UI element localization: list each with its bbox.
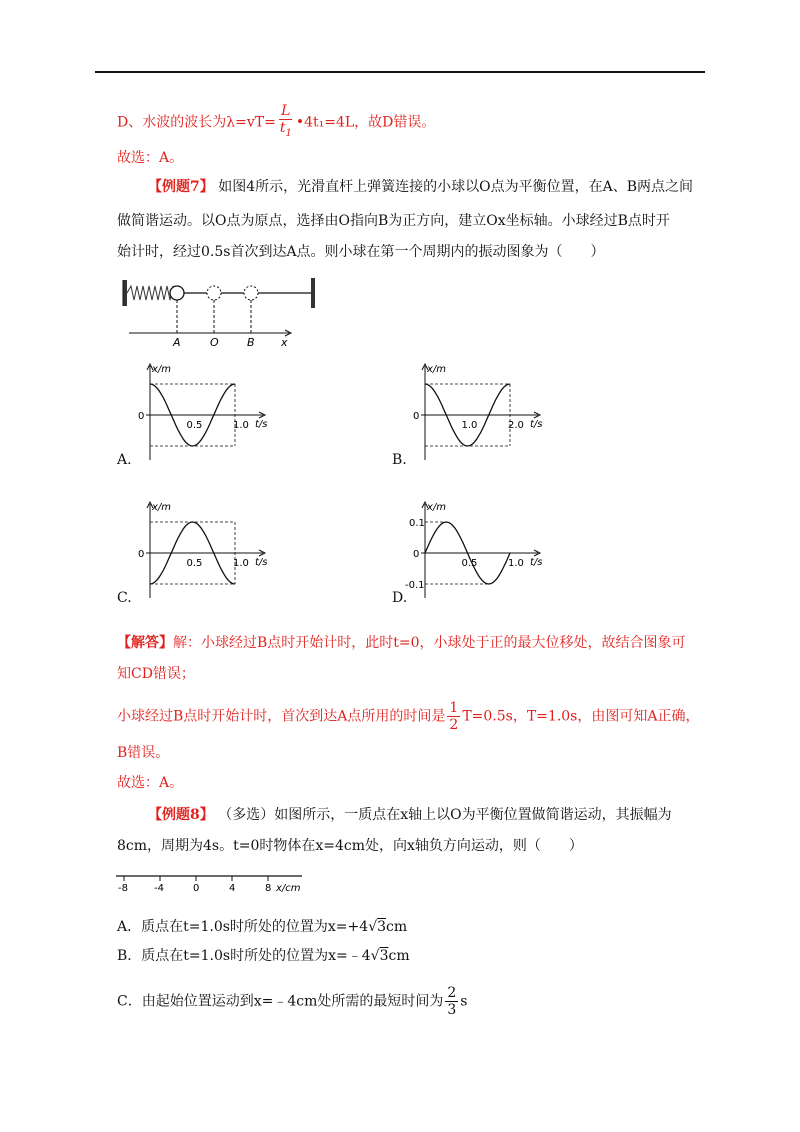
option-c-text: C．由起始位置运动到x=﹣4cm处所需的最短时间为 bbox=[117, 993, 444, 1010]
option-b-unit: cm bbox=[388, 948, 410, 964]
origin-label: 0 bbox=[413, 411, 420, 422]
spring bbox=[127, 286, 175, 300]
x-axis-label: t/s bbox=[530, 557, 543, 568]
example7-tag: 【例题7】 bbox=[148, 179, 214, 195]
ball-position-b bbox=[244, 286, 258, 300]
spring-ball-figure bbox=[117, 275, 327, 350]
solution-text3-suffix: T=0.5s，T=1.0s，由图可知A正确， bbox=[462, 708, 700, 725]
tick-label-full: 2.0 bbox=[508, 420, 524, 431]
y-axis-label: x/m bbox=[427, 502, 447, 513]
l-over-t1-fraction bbox=[278, 103, 294, 142]
y-axis-label: x/m bbox=[152, 364, 172, 375]
solution-line3 bbox=[117, 700, 699, 733]
ball-position-o bbox=[207, 286, 221, 300]
label-o: O bbox=[210, 336, 219, 349]
example8-tag: 【例题8】 bbox=[148, 807, 214, 823]
fraction-denominator: t bbox=[279, 120, 286, 136]
x-axis-label: t/s bbox=[530, 419, 543, 430]
option-a-unit: cm bbox=[386, 919, 408, 935]
example8-line2: 8cm，周期为4s。t=0时物体在x=4cm处，向x轴负方向运动，则（ ） bbox=[117, 838, 583, 854]
option-label-d: D. bbox=[392, 590, 408, 606]
example8-option-b: B．质点在t=1.0s时所处的位置为x=﹣4√3cm bbox=[117, 948, 410, 964]
option-label-c: C. bbox=[117, 590, 132, 606]
tick-label-half: 0.5 bbox=[186, 420, 203, 431]
number-line-tick-label: -8 bbox=[118, 883, 128, 894]
graph-a bbox=[132, 360, 297, 470]
two-thirds-fraction bbox=[445, 985, 458, 1018]
tick-label-half: 0.5 bbox=[461, 558, 478, 569]
tick-label-half: 1.0 bbox=[461, 420, 478, 431]
answer-1: 故选：A。 bbox=[117, 150, 184, 166]
solution-line4: B错误。 bbox=[117, 745, 170, 761]
option-b-sqrt: 3 bbox=[379, 948, 389, 964]
tick-label-full: 1.0 bbox=[233, 420, 249, 431]
fraction-numerator: L bbox=[281, 103, 291, 119]
option-label-a: A. bbox=[117, 452, 132, 468]
solution-text1: 解：小球经过B点时开始计时，此时t=0，小球处于正的最大位移处，故结合图象可 bbox=[173, 635, 686, 651]
solution-line1 bbox=[117, 633, 686, 653]
example7-line2: 做简谐运动。以O点为原点，选择由O指向B为正方向，建立Ox坐标轴。小球经过B点时开 bbox=[117, 213, 670, 229]
solution-tag: 【解答】 bbox=[117, 635, 173, 651]
tick-label-full: 1.0 bbox=[233, 558, 249, 569]
fraction-numerator: 1 bbox=[449, 700, 459, 716]
example7-line1 bbox=[148, 177, 693, 197]
number-line-tick-label: 0 bbox=[193, 883, 200, 894]
origin-label: 0 bbox=[138, 549, 145, 560]
option-label-b: B. bbox=[392, 452, 407, 468]
y-tick-max: 0.1 bbox=[409, 518, 425, 529]
origin-label: 0 bbox=[138, 411, 145, 422]
number-line-unit-label: x/cm bbox=[276, 883, 301, 894]
number-line-tick-label: 4 bbox=[229, 883, 236, 894]
ball bbox=[170, 286, 184, 300]
example8-option-a: A．质点在t=1.0s时所处的位置为x=+4√3cm bbox=[117, 919, 408, 935]
option-b-text: B．质点在t=1.0s时所处的位置为x=﹣4 bbox=[117, 948, 371, 964]
y-tick-min: -0.1 bbox=[405, 580, 425, 591]
option-c-unit: s bbox=[460, 993, 468, 1010]
one-half-fraction bbox=[447, 700, 460, 733]
left-wall bbox=[123, 280, 127, 306]
line-d-suffix: •4t₁=4L，故D错误。 bbox=[295, 114, 436, 131]
tick-label-full: 1.0 bbox=[508, 558, 524, 569]
fraction-subscript: 1 bbox=[285, 127, 292, 139]
number-line-tick-label: 8 bbox=[265, 883, 272, 894]
example7-text1: 如图4所示，光滑直杆上弹簧连接的小球以O点为平衡位置，在A、B两点之间 bbox=[218, 179, 693, 195]
y-axis-label: x/m bbox=[152, 502, 172, 513]
fraction-denominator: 3 bbox=[447, 1002, 457, 1018]
example8-text1: （多选）如图所示，一质点在x轴上以O为平衡位置做简谐运动，其振幅为 bbox=[218, 807, 672, 823]
tick-label-half: 0.5 bbox=[186, 558, 203, 569]
graph-c bbox=[132, 498, 297, 608]
example8-option-c bbox=[117, 985, 467, 1018]
label-a: A bbox=[173, 336, 181, 349]
graph-d bbox=[407, 498, 572, 608]
solution-text3: 小球经过B点时开始计时，首次到达A点所用的时间是 bbox=[117, 708, 446, 725]
origin-label: 0 bbox=[413, 549, 420, 560]
x-number-line bbox=[112, 872, 312, 894]
x-axis-label: t/s bbox=[255, 557, 268, 568]
option-d-explanation bbox=[117, 103, 435, 142]
option-a-text: A．质点在t=1.0s时所处的位置为x=+4 bbox=[117, 919, 369, 935]
x-axis-label: t/s bbox=[255, 419, 268, 430]
label-b: B bbox=[247, 336, 255, 349]
line-d-prefix: D、水波的波长为λ=vT= bbox=[117, 114, 276, 131]
graph-b bbox=[407, 360, 572, 470]
number-line-tick-label: -4 bbox=[154, 883, 164, 894]
right-wall bbox=[311, 278, 315, 308]
fraction-denominator: 2 bbox=[449, 717, 459, 733]
label-x: x bbox=[281, 336, 288, 349]
option-a-sqrt: 3 bbox=[377, 919, 387, 935]
example7-line3: 始计时，经过0.5s首次到达A点。则小球在第一个周期内的振动图象为（ ） bbox=[117, 244, 605, 260]
solution-line2: 知CD错误； bbox=[117, 666, 195, 682]
example8-line1 bbox=[148, 805, 672, 825]
y-axis-label: x/m bbox=[427, 364, 447, 375]
header-rule bbox=[95, 71, 705, 73]
answer-2: 故选：A。 bbox=[117, 775, 184, 791]
fraction-numerator: 2 bbox=[447, 985, 457, 1001]
